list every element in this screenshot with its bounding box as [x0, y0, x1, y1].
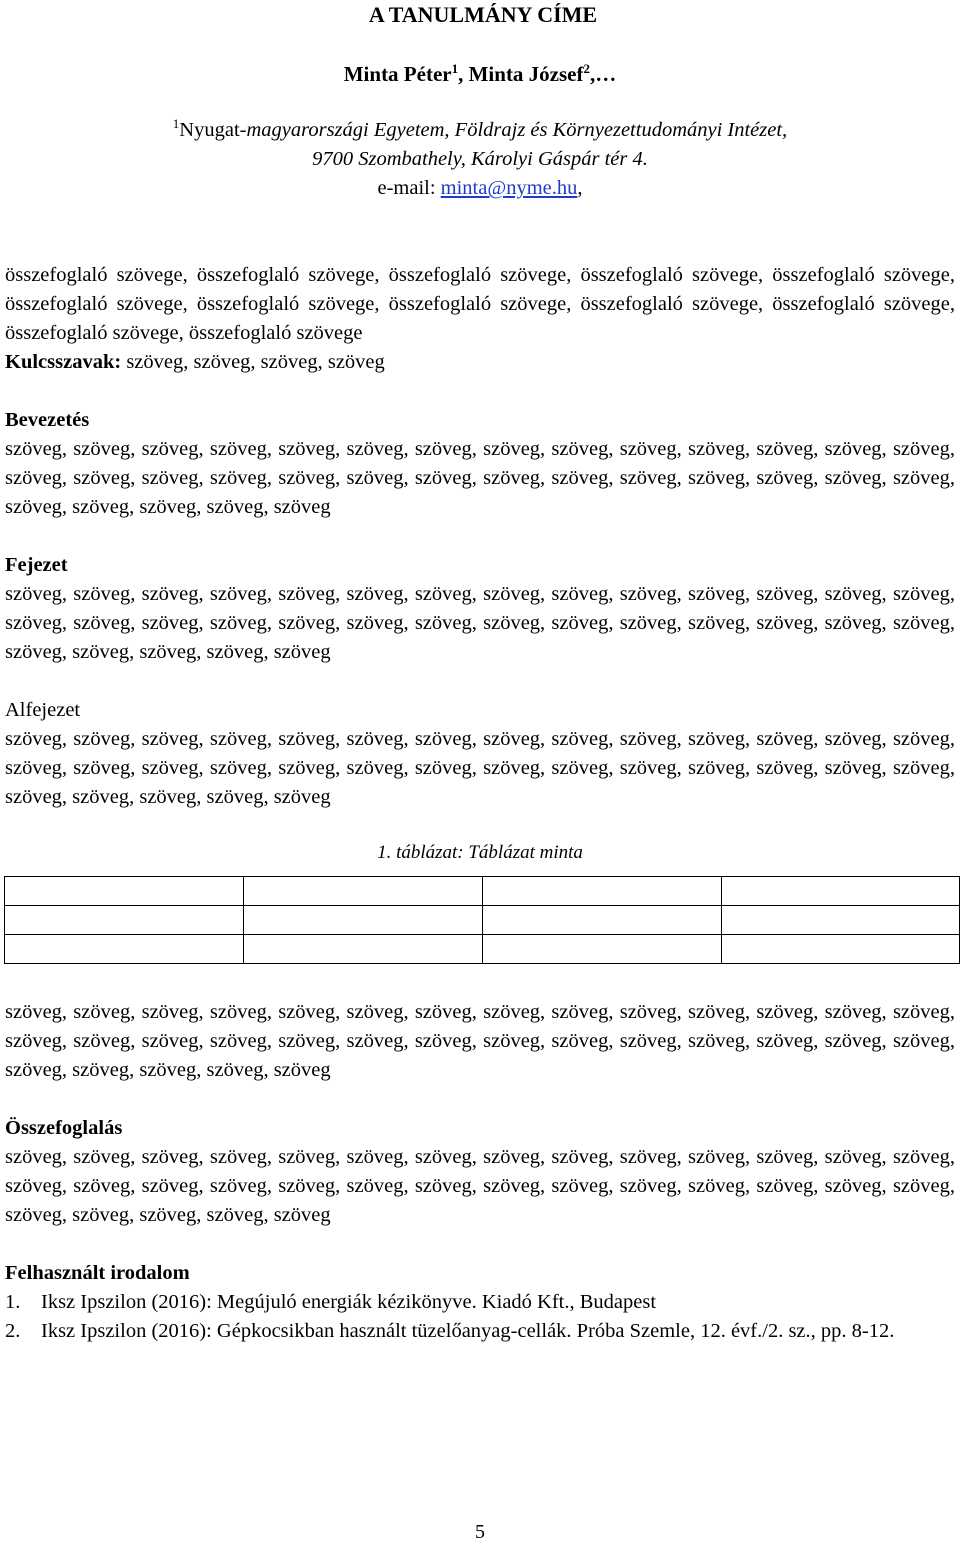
- table-cell: [5, 906, 244, 935]
- after-table-text: szöveg, szöveg, szöveg, szöveg, szöveg, szöveg, szöveg, szöveg, szöveg, szöveg, szöveg, szöveg, szöveg, szöveg, szöveg, szöveg, szöveg, szöveg, szöveg, szöveg, szöveg, szöveg, szöveg, szöveg, szöveg, szöveg, szöveg, szöveg, szöveg, szöveg, szöveg, szöveg, szöveg: [5, 1001, 955, 1081]
- table-cell: [722, 906, 960, 935]
- author-separator: ,: [458, 62, 469, 86]
- keywords-text: szöveg, szöveg, szöveg, szöveg: [121, 351, 385, 373]
- table-cell: [483, 877, 722, 906]
- table-row: [5, 935, 960, 964]
- page-number: 5: [475, 1521, 485, 1543]
- author-affil-sup: 1: [451, 61, 459, 76]
- table-row: [5, 906, 960, 935]
- table-cell: [244, 906, 483, 935]
- keywords: [5, 348, 955, 377]
- affiliation-prefix: Nyugat-: [179, 119, 247, 141]
- table-cell: [5, 877, 244, 906]
- email-link[interactable]: minta@nyme.hu: [440, 177, 578, 199]
- paper-title: A TANULMÁNY CÍME: [368, 2, 598, 27]
- affiliation-line-1: [0, 116, 960, 145]
- author-name: Minta Péter: [343, 62, 452, 86]
- table-cell: [722, 877, 960, 906]
- references-heading: Felhasznált irodalom: [5, 1262, 190, 1284]
- sample-table: [4, 876, 960, 964]
- section-heading-alfejezet: Alfejezet: [5, 699, 81, 721]
- section-body-osszefoglalas: szöveg, szöveg, szöveg, szöveg, szöveg, szöveg, szöveg, szöveg, szöveg, szöveg, szöveg, szöveg, szöveg, szöveg, szöveg, szöveg, szöveg, szöveg, szöveg, szöveg, szöveg, szöveg, szöveg, szöveg, szöveg, szöveg, szöveg, szöveg, szöveg, szöveg, szöveg, szöveg, szöveg: [5, 1146, 955, 1226]
- affiliation-institution: magyarországi Egyetem, Földrajz és Környezettudományi Intézet,: [246, 119, 788, 141]
- author-separator: ,…: [590, 62, 617, 86]
- author-line: [0, 59, 960, 89]
- affiliation-address: 9700 Szombathely, Károlyi Gáspár tér 4.: [312, 148, 648, 170]
- reference-number: 1.: [5, 1291, 21, 1313]
- keywords-label: Kulcsszavak:: [5, 351, 122, 373]
- section-body-alfejezet: szöveg, szöveg, szöveg, szöveg, szöveg, szöveg, szöveg, szöveg, szöveg, szöveg, szöveg, szöveg, szöveg, szöveg, szöveg, szöveg, szöveg, szöveg, szöveg, szöveg, szöveg, szöveg, szöveg, szöveg, szöveg, szöveg, szöveg, szöveg, szöveg, szöveg, szöveg, szöveg, szöveg: [5, 728, 955, 808]
- reference-item: [5, 1288, 957, 1317]
- table-cell: [722, 935, 960, 964]
- references: [5, 1259, 957, 1346]
- table-cell: [244, 935, 483, 964]
- section-body-fejezet: szöveg, szöveg, szöveg, szöveg, szöveg, szöveg, szöveg, szöveg, szöveg, szöveg, szöveg, szöveg, szöveg, szöveg, szöveg, szöveg, szöveg, szöveg, szöveg, szöveg, szöveg, szöveg, szöveg, szöveg, szöveg, szöveg, szöveg, szöveg, szöveg, szöveg, szöveg, szöveg, szöveg: [5, 583, 955, 663]
- section-heading-osszefoglalas: Összefoglalás: [5, 1117, 123, 1139]
- reference-number: 2.: [5, 1320, 21, 1342]
- table-caption: 1. táblázat: Táblázat minta: [377, 842, 583, 863]
- affiliation: [0, 116, 960, 203]
- email-suffix: ,: [577, 177, 583, 199]
- section-body-bevezetes: szöveg, szöveg, szöveg, szöveg, szöveg, szöveg, szöveg, szöveg, szöveg, szöveg, szöveg, szöveg, szöveg, szöveg, szöveg, szöveg, szöveg, szöveg, szöveg, szöveg, szöveg, szöveg, szöveg, szöveg, szöveg, szöveg, szöveg, szöveg, szöveg, szöveg, szöveg, szöveg, szöveg: [5, 438, 955, 518]
- section-heading-bevezetes: Bevezetés: [5, 409, 90, 431]
- author-name: Minta József: [468, 62, 584, 86]
- reference-item: [5, 1317, 957, 1346]
- table-cell: [244, 877, 483, 906]
- table-cell: [483, 906, 722, 935]
- email-label: e-mail:: [377, 177, 441, 199]
- table-cell: [5, 935, 244, 964]
- table-row: [5, 877, 960, 906]
- section-heading-fejezet: Fejezet: [5, 554, 68, 576]
- reference-text: Iksz Ipszilon (2016): Megújuló energiák kézikönyve. Kiadó Kft., Budapest: [41, 1291, 657, 1313]
- affiliation-sup: 1: [172, 116, 180, 132]
- table-cell: [483, 935, 722, 964]
- author-affil-sup: 2: [583, 61, 590, 76]
- abstract: összefoglaló szövege, összefoglaló szövege, összefoglaló szövege, összefoglaló szövege, összefoglaló szövege, összefoglaló szövege, összefoglaló szövege, összefoglaló szövege, összefoglaló szövege, összefoglaló szövege, összefoglaló szövege, összefoglaló szövege: [5, 264, 955, 344]
- affiliation-email-line: [0, 174, 960, 203]
- reference-text: Iksz Ipszilon (2016): Gépkocsikban használt tüzelőanyag-cellák. Próba Szemle, 12. évf./2. sz., pp. 8-12.: [41, 1320, 895, 1342]
